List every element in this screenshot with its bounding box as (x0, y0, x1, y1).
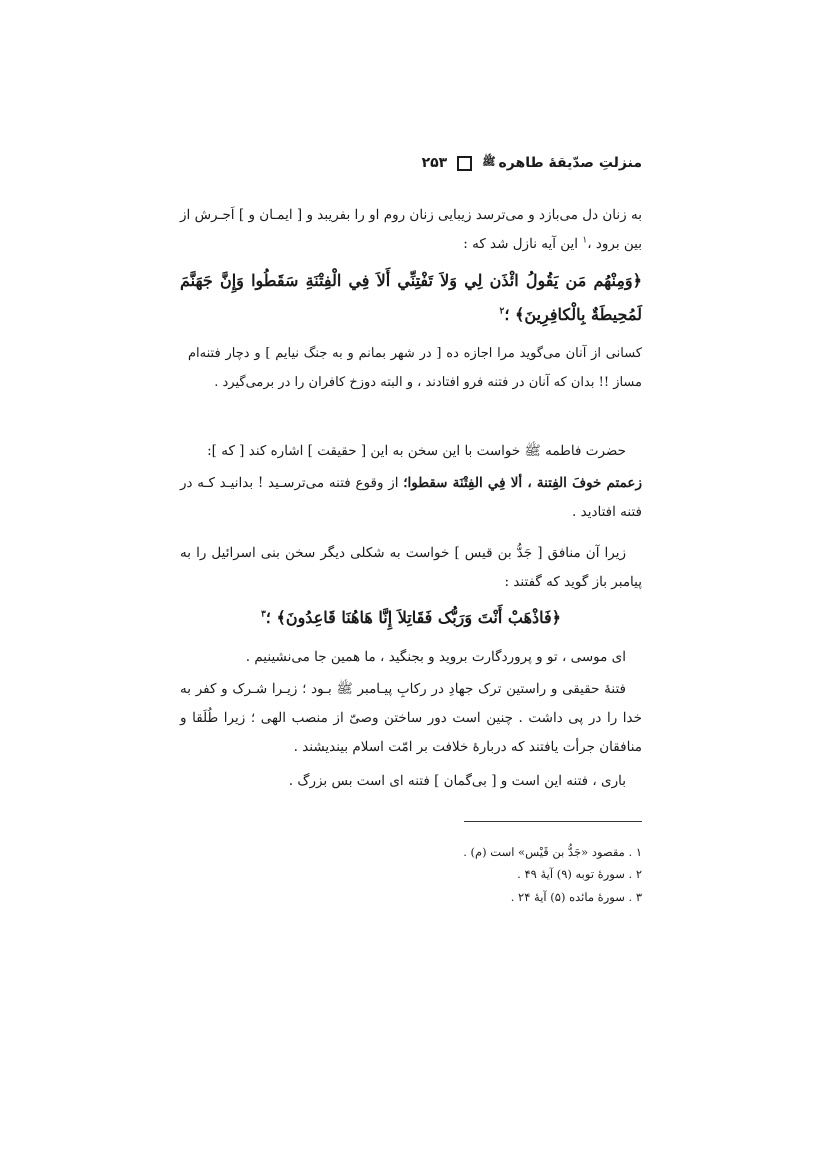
translation-1: کسانی از آنان می‌گوید مرا اجازه ده [ در شهر بمانم و به جنگ نیایم ] و دچار فتنه‌ام مساز !! بدان که آنان در فتنه فرو افتادند ، و البته دوزخ کافران را در برمی‌گیرد . (188, 346, 642, 390)
sermon-quote: زعمتم خوفَ الفِتنة ، ألا فِي الفِتْنَة سقطوا؛ (403, 475, 642, 491)
paragraph-1-text-b: این آیه نازل شد که : (463, 236, 583, 252)
paragraph-2: حضرت فاطمه ﷺ خواست با این سخن به این [ حقیقت ] اشاره کند [ که ]: (207, 443, 626, 459)
quran-verse-2-text: ﴿فَاذْهَبْ أَنْتَ وَرَبُّک فَقَاتِلاَ إِنَّا هَاهُنَا قَاعِدُونَ﴾ ؛ (265, 608, 562, 627)
footnote-ref-2: ۲ (499, 306, 505, 317)
footnote-ref-3: ۳ (260, 609, 266, 620)
page-number: ۲۵۳ (421, 155, 448, 171)
paragraph-5: فتنۀ حقیقی و راستین ترک جهادِ در رکابِ پیـامبر ﷺ بـود ؛ زیـرا شـرک و کفر به خدا را در پی داشت . چنین است دور ساختن وصیّ از منصب الهی ؛ زیرا طُلَقا و منافقان جرأت یافتند که دربارۀ خلافت بر امّت اسلام بیندیشند . (180, 681, 642, 755)
running-header (180, 150, 642, 176)
paragraph-4: زیرا آن منافق [ جَدُّ بن قیس ] خواست به شکلی دیگر سخن بنی اسرائیل را به پیامبر باز گوید که گفتند : (180, 545, 642, 590)
footnote-divider (464, 821, 642, 822)
header-box-icon (457, 156, 472, 171)
honorific-glyph: ﷺ (482, 155, 496, 168)
footnote-2: ۲ . سورۀ توبه (۹) آیۀ ۴۹ . (517, 867, 642, 881)
quran-verse-1 (180, 264, 642, 332)
paragraph-1-text-a: به زنان دل می‌بازد و می‌ترسد زیبایی زنان روم او را بفریبد و [ ایمـان و ] اَجـرش از بین برود ، (180, 207, 642, 252)
paragraph-6: باری ، فتنه این است و [ بی‌گمان ] فتنه ای است بس بزرگ . (288, 773, 626, 789)
footnote-1: ۱ . مقصود «جَدُّ بن قَیْس» است (م) . (463, 845, 642, 859)
header-title: منزلتِ صدّیقۀ طاهره (498, 155, 642, 171)
translation-2: ای موسی ، تو و پروردگارت بروید و بجنگید ، ما همین جا می‌نشینیم . (245, 649, 626, 665)
footnote-ref-1: ۱ (582, 235, 588, 246)
paragraph-3-text: از وقوع فتنه می‌ترسـید ! بدانیـد کـه در فتنه افتادید . (180, 475, 642, 520)
quran-verse-1-text: ﴿وَمِنْهُم مَن یَقُولُ ائْذَن لِي وَلاَ تَفْتِنِّي أَلاَ فِي الْفِتْنَةِ سَقَطُوا وَإِنَّ جَهَنَّمَ لَمُحِیطَةٌ بِالْکافِرِینَ﴾ ؛ (180, 271, 642, 324)
paragraph-1 (180, 201, 642, 259)
footnote-3: ۳ . سورۀ مائده (۵) آیۀ ۲۴ . (510, 890, 642, 904)
paragraph-3 (180, 469, 642, 527)
quran-verse-2 (180, 601, 642, 635)
